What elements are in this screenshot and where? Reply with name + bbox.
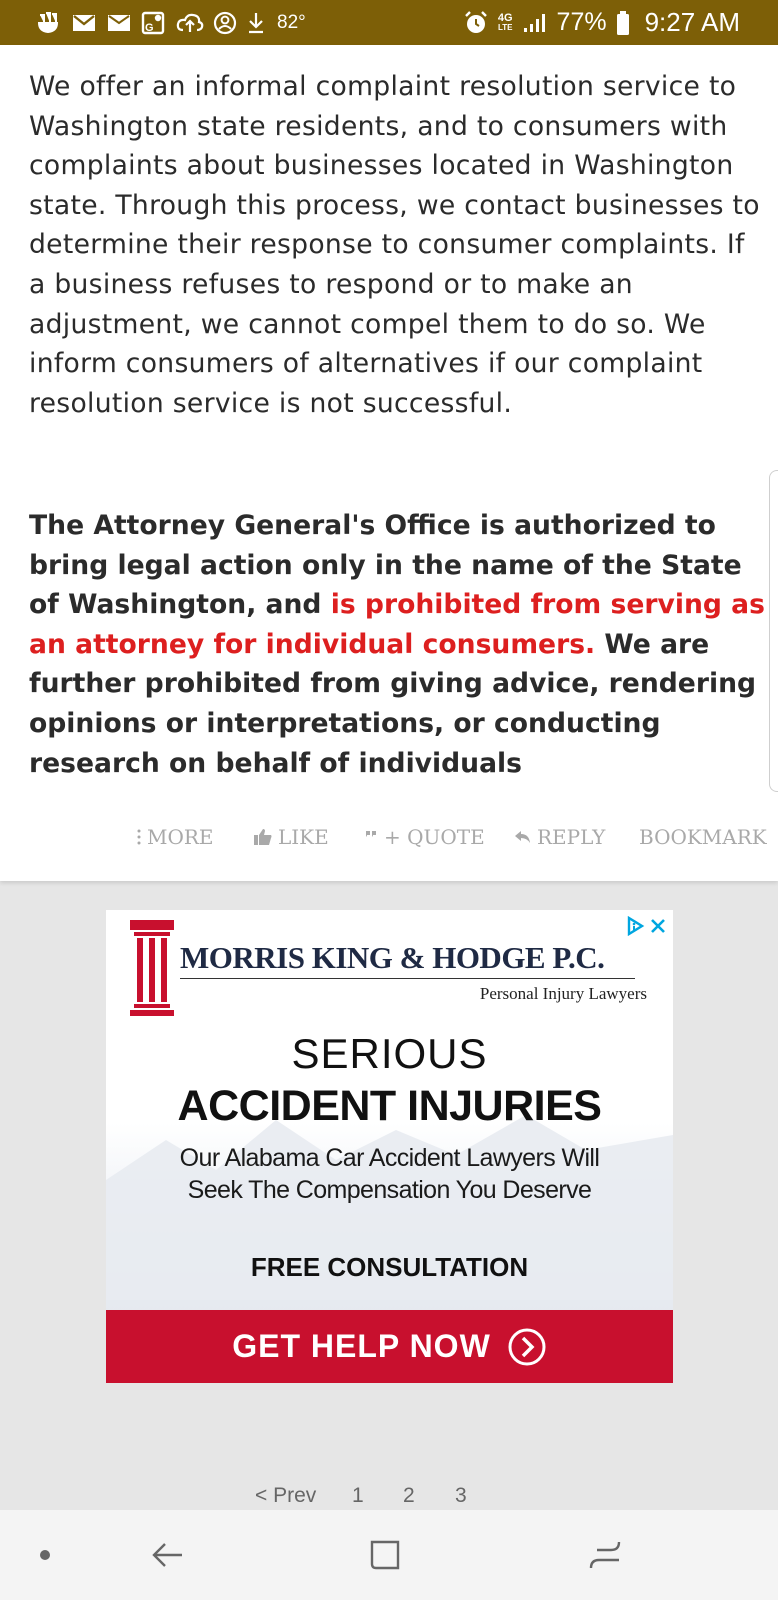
- ad-brand: MORRIS KING & HODGE P.C.: [180, 940, 605, 975]
- ad-choices[interactable]: [625, 916, 667, 936]
- more-label: MORE: [147, 825, 214, 849]
- close-ad-icon[interactable]: [649, 917, 667, 935]
- alarm-icon: [463, 10, 489, 36]
- reply-icon: [514, 829, 532, 845]
- download-icon: [246, 11, 266, 35]
- reply-button[interactable]: [514, 825, 605, 849]
- like-button[interactable]: [253, 825, 329, 849]
- recents-icon: [587, 1538, 623, 1572]
- highlighted-text: is prohibited from serving as an attorney for individual consumers.: [29, 589, 765, 660]
- home-button[interactable]: [355, 1510, 415, 1600]
- ad-body-line1: Our Alabama Car Accident Lawyers Will: [179, 1144, 600, 1172]
- ad-choices-icon[interactable]: [625, 916, 645, 936]
- post-card: [0, 45, 778, 881]
- account-icon: [213, 11, 237, 35]
- quote-button[interactable]: [365, 825, 485, 849]
- ad-body: [126, 1142, 653, 1206]
- status-bar-system: [463, 7, 740, 38]
- status-bar-notifications: [36, 11, 306, 35]
- ad-offer: FREE CONSULTATION: [250, 1252, 529, 1282]
- pillar-logo-icon: [130, 920, 174, 1016]
- back-button[interactable]: [138, 1510, 198, 1600]
- bold-text-start: The Attorney General's Office is authorized to bring legal action only in the name of the State of Washington, and: [29, 510, 742, 621]
- mail-icon: [106, 12, 132, 34]
- signal-icon: [522, 12, 548, 34]
- more-button[interactable]: [136, 825, 214, 849]
- bold-text-end: We are further prohibited from giving advice, rendering opinions or interpretations, or conducting research on behalf of individuals: [29, 628, 757, 779]
- clock: 9:27 AM: [644, 7, 740, 37]
- ad-body-line2: Seek The Compensation You Deserve: [187, 1176, 592, 1204]
- page-3-link[interactable]: 3: [455, 1484, 467, 1507]
- dot-icon: [39, 1549, 51, 1561]
- scroll-handle[interactable]: [769, 470, 778, 792]
- post-paragraph: We offer an informal complaint resolution service to Washington state residents, and to consumers with complaints about businesses located in Washington state. Through this process, we contact businesses to determine their response to consumer complaints. If a business refuses to respond or to make an adjustment, we cannot compel them to do so. We inform consumers of alternatives if our complaint resolution service is not successful.: [29, 71, 760, 419]
- cloud-upload-icon: [176, 12, 204, 34]
- bookmark-button[interactable]: [639, 825, 767, 849]
- get-help-now-button[interactable]: [106, 1310, 673, 1383]
- ad-headline: ACCIDENT INJURIES: [177, 1082, 602, 1130]
- gmail-icon: [71, 12, 97, 34]
- post-bold-paragraph: [29, 506, 774, 783]
- battery-percent: 77%: [556, 8, 607, 36]
- dot-button[interactable]: [20, 1510, 70, 1600]
- post-actions: [0, 825, 778, 855]
- quote-label: + QUOTE: [384, 825, 485, 849]
- advertisement[interactable]: [106, 910, 673, 1383]
- page-2-link[interactable]: 2: [403, 1484, 415, 1507]
- hand-icon: [36, 11, 62, 35]
- back-icon: [151, 1540, 185, 1570]
- maps-icon: [141, 11, 167, 35]
- prev-page-link[interactable]: < Prev: [255, 1484, 317, 1507]
- page-1-link[interactable]: 1: [352, 1484, 364, 1507]
- cta-label: GET HELP NOW: [232, 1328, 491, 1364]
- navigation-bar: [0, 1510, 778, 1600]
- temperature: 82°: [277, 11, 306, 33]
- ad-divider: [180, 978, 635, 979]
- thumbs-up-icon: [253, 828, 273, 846]
- ad-kicker: SERIOUS: [291, 1030, 488, 1077]
- chevron-right-circle-icon: [507, 1327, 547, 1367]
- network-type: 4G LTE: [497, 11, 513, 32]
- svg-text:G: G: [145, 21, 154, 34]
- home-square-icon: [368, 1538, 402, 1572]
- quote-icon: [365, 830, 379, 844]
- bookmark-label: BOOKMARK: [639, 825, 767, 849]
- more-vertical-icon: [136, 828, 142, 846]
- like-label: LIKE: [278, 825, 329, 849]
- recents-button[interactable]: [570, 1510, 640, 1600]
- ad-tagline: Personal Injury Lawyers: [479, 984, 647, 1003]
- reply-label: REPLY: [537, 825, 606, 849]
- battery-icon: [616, 10, 630, 36]
- status-bar: [0, 0, 778, 45]
